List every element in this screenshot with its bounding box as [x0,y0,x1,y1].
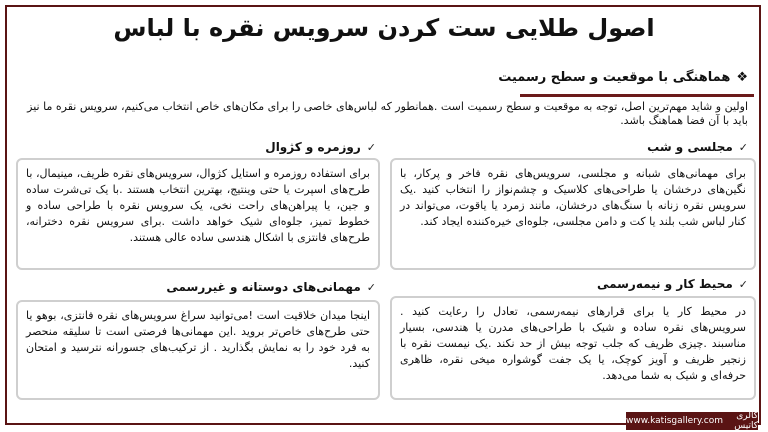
card-formal [390,158,756,270]
card-title-friendly [166,280,376,294]
card-work-text: در محیط کار یا برای قرارهای نیمه‌رسمی، تعادل را رعایت کنید . سرویس‌های نقره ساده و شیک با طراحی‌های مدرن یا هندسی، بسیار مناسبند .چیزی ظریف که جلب توجه بیش از حد نکند .یک نیمست نقره با زنجیر ظریف و آویز کوچک، یا یک جفت گوشواره میخی نقره، ظاهری حرفه‌ای و شیک به شما می‌دهد. [400,305,746,382]
footer-url[interactable]: www.katisgallery.com [626,416,723,426]
card-title-work [597,277,748,291]
check-icon: ✓ [366,140,376,154]
section-heading-text: هماهنگی با موقعیت و سطح رسمیت [498,70,731,85]
page-title: اصول طلایی ست کردن سرویس نقره با لباس [113,14,655,42]
card-formal-text: برای مهمانی‌های شبانه و مجلسی، سرویس‌های نقره فاخر و پرکار، با نگین‌های درخشان یا طراحی‌های کلاسیک و چشم‌نواز را انتخاب کنید .یک سرویس نقره زنانه با سنگ‌های درخشان، مانند زمرد یا یاقوت، می‌تواند در کنار لباس شب بلند یا کت و دامن مجلسی، جلوه‌ای خیره‌کننده ایجاد کند. [400,167,746,228]
check-icon: ✓ [366,280,376,294]
card-casual [16,158,380,270]
check-icon: ✓ [738,277,748,291]
card-friendly-text: اینجا میدان خلاقیت است !می‌توانید سراغ سرویس‌های نقره فانتزی، بوهو یا حتی طرح‌های خاص‌تر بروید .این مهمانی‌ها فرصتی است تا سلیقه منحصر به فرد خود را به نمایش بگذارید . از ترکیب‌های جسورانه نترسید و امتحان کنید. [26,309,370,370]
card-title-casual [265,140,376,154]
card-title-formal-label: مجلسی و شب [647,140,733,154]
card-title-casual-label: روزمره و کژوال [265,140,361,154]
card-title-friendly-label: مهمانی‌های دوستانه و غیررسمی [166,280,361,294]
card-title-work-label: محیط کار و نیمه‌رسمی [596,277,733,291]
footer-brand: گالری کاتیس [734,411,758,431]
intro-paragraph: اولین و شاید مهم‌ترین اصل، توجه به موقعیت و سطح رسمیت است .همانطور که لباس‌های خاصی را برای مکان‌های خاص انتخاب می‌کنیم، سرویس نقره ما نیز باید با آن فضا هماهنگ باشد. [27,100,748,127]
card-casual-text: برای استفاده روزمره و استایل کژوال، سرویس‌های نقره ظریف، مینیمال، با طرح‌های اسپرت یا حتی وینتیج، بهترین انتخاب هستند .با یک تی‌شرت ساده و جین، یا پیراهن‌های راحت نخی، یک سرویس نقره با طراحی ساده و خطوط تمیز، جلوه‌ای شیک خواهد داشت .برای سرویس نقره دخترانه، طرح‌های فانتزی با اشکال هندسی ساده عالی هستند. [26,167,370,244]
diamond-bullet-icon: ❖ [736,70,748,85]
check-icon: ✓ [738,140,748,154]
card-friendly [16,300,380,400]
section-heading [498,70,748,85]
card-work [390,296,756,400]
card-title-formal [647,140,748,154]
footer-badge[interactable] [626,412,758,430]
section-underline [520,94,754,97]
